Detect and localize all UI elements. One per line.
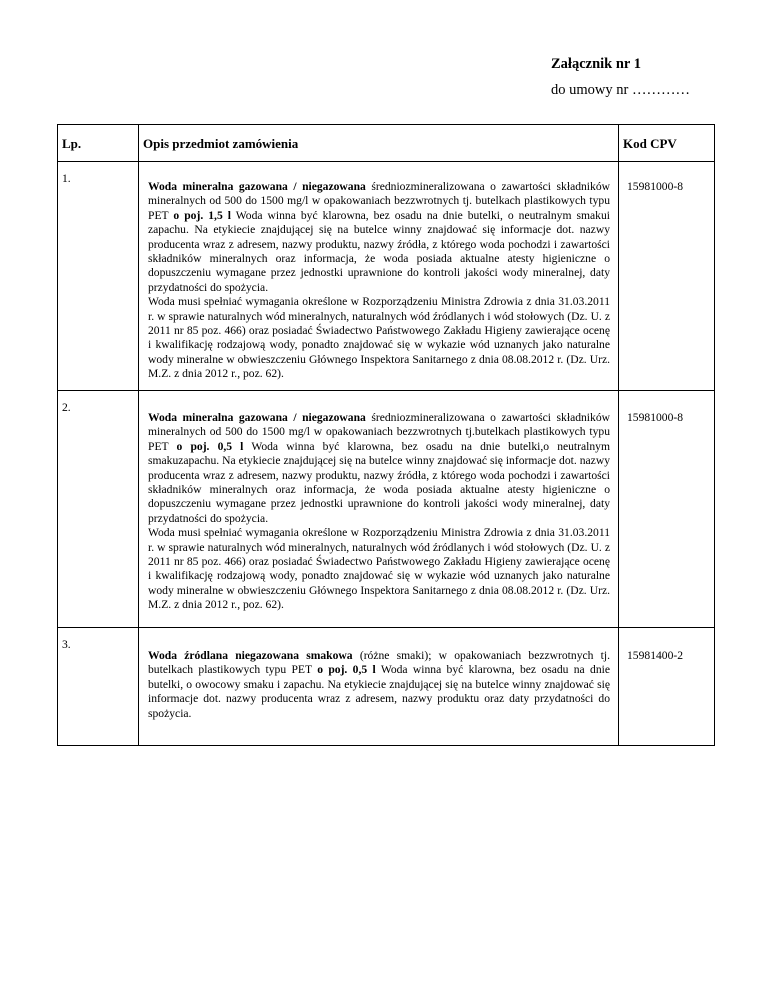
row-description [139, 628, 619, 746]
product-name: Woda mineralna gazowana / niegazowana [148, 411, 366, 424]
description-text: średniozmineralizowana o zawartości składników mineralnych od 500 do 1500 mg/l w opakowaniach bezzwrotnych tj.butelkach plastikowych typu PET [148, 411, 610, 453]
requirements-text: Woda musi spełniać wymagania określone w Rozporządzeniu Ministra Zdrowia z dnia 31.03.2011 r. w sprawie naturalnych wód mineralnych, naturalnych wód źródlanych i wód stołowych (Dz. U. z 2011 nr 85 poz. 466) oraz posiadać Świadectwo Państwowego Zakładu Higieny zawierające ocenę i kwalifikację rodzajową wody, ponadto znajdować się w wykazie wód uznanych jako naturalne wody mineralne w obwieszczeniu Głównego Inspektora Sanitarnego z dnia 08.08.2012 r. (Dz. Urz. M.Z. z dnia 2012 r., poz. 62). [148, 295, 610, 381]
annex-subtitle: do umowy nr ………… [551, 82, 690, 98]
description-text: średniozmineralizowana o zawartości składników mineralnych od 500 do 1500 mg/l w opakowaniach bezzwrotnych tj. butelkach plastikowych typu PET [148, 180, 610, 222]
cpv-code: 15981000-8 [619, 391, 715, 628]
header-opis: Opis przedmiot zamówienia [139, 125, 619, 162]
capacity: o poj. 1,5 l [173, 208, 231, 222]
items-table [57, 124, 715, 746]
cpv-code: 15981400-2 [619, 628, 715, 746]
product-name: Woda mineralna gazowana / niegazowana [148, 180, 366, 193]
header-cpv: Kod CPV [619, 125, 715, 162]
description-text: Woda winna być klarowna, bez osadu na dnie butelki, o neutralnym smakui zapachu. Na etykiecie znajdującej się na butelce winny znajdować się informacje dot. nazwy producenta wraz z adresem, nazwy produktu, nazwy źródła, z którego woda pochodzi i zawartości składników mineralnych oraz informacja, że woda posiada aktualne atesty higieniczne o dopuszczeniu wymagane przez jednostki uprawnione do kontroli jakości wody mineralnej, daty przydatności do spożycia. [148, 208, 610, 294]
annex-title: Załącznik nr 1 [551, 56, 641, 72]
annex-heading [551, 55, 690, 99]
row-number: 3. [58, 628, 139, 746]
row-description [139, 391, 619, 628]
table-row [58, 628, 715, 746]
requirements-text: Woda musi spełniać wymagania określone w Rozporządzeniu Ministra Zdrowia z dnia 31.03.2011 r. w sprawie naturalnych wód mineralnych, naturalnych wód źródlanych i wód stołowych (Dz. U. z 2011 nr 85 poz. 466) oraz posiadać Świadectwo Państwowego Zakładu Higieny zawierające ocenę i kwalifikację rodzajową wody, ponadto znajdować się w wykazie wód uznanych jako naturalne wody mineralne w obwieszczeniu Głównego Inspektora Sanitarnego z dnia 08.08.2012 r. (Dz. Urz. M.Z. z dnia 2012 r., poz. 62). [148, 526, 610, 612]
table-row [58, 391, 715, 628]
header-lp: Lp. [58, 125, 139, 162]
row-number: 1. [58, 162, 139, 391]
cpv-code: 15981000-8 [619, 162, 715, 391]
description-text: (różne smaki); w opakowaniach bezzwrotnych tj. butelkach plastikowych typu PET [148, 649, 611, 677]
description-text: Woda winna być klarowna, bez osadu na dnie butelki, o owocowy smaku i zapachu. Na etykiecie znajdującej się na butelce winny znajdować się informacje dot. nazwy producenta wraz z adresem, nazwy produktu oraz daty przydatności do spożycia. [148, 663, 610, 720]
row-description [139, 162, 619, 391]
table-header-row [58, 125, 715, 162]
table-row [58, 162, 715, 391]
capacity: o poj. 0,5 l [317, 663, 376, 677]
product-name: Woda źródlana niegazowana smakowa [148, 649, 353, 662]
row-number: 2. [58, 391, 139, 628]
capacity: o poj. 0,5 l [176, 439, 244, 453]
description-text: Woda winna być klarowna, bez osadu na dnie butelki,o neutralnym smakuzapachu. Na etykiecie znajdującej się na butelce winny znajdować się informacje dot. nazwy producenta wraz z adresem, nazwy produktu, nazwy źródła, z którego woda pochodzi i zawartości składników mineralnych oraz informacja, że woda posiada aktualne atesty higieniczne o dopuszczeniu wymagane przez jednostki uprawnione do kontroli jakości wody mineralnej, daty przydatności do spożycia. [148, 439, 610, 525]
